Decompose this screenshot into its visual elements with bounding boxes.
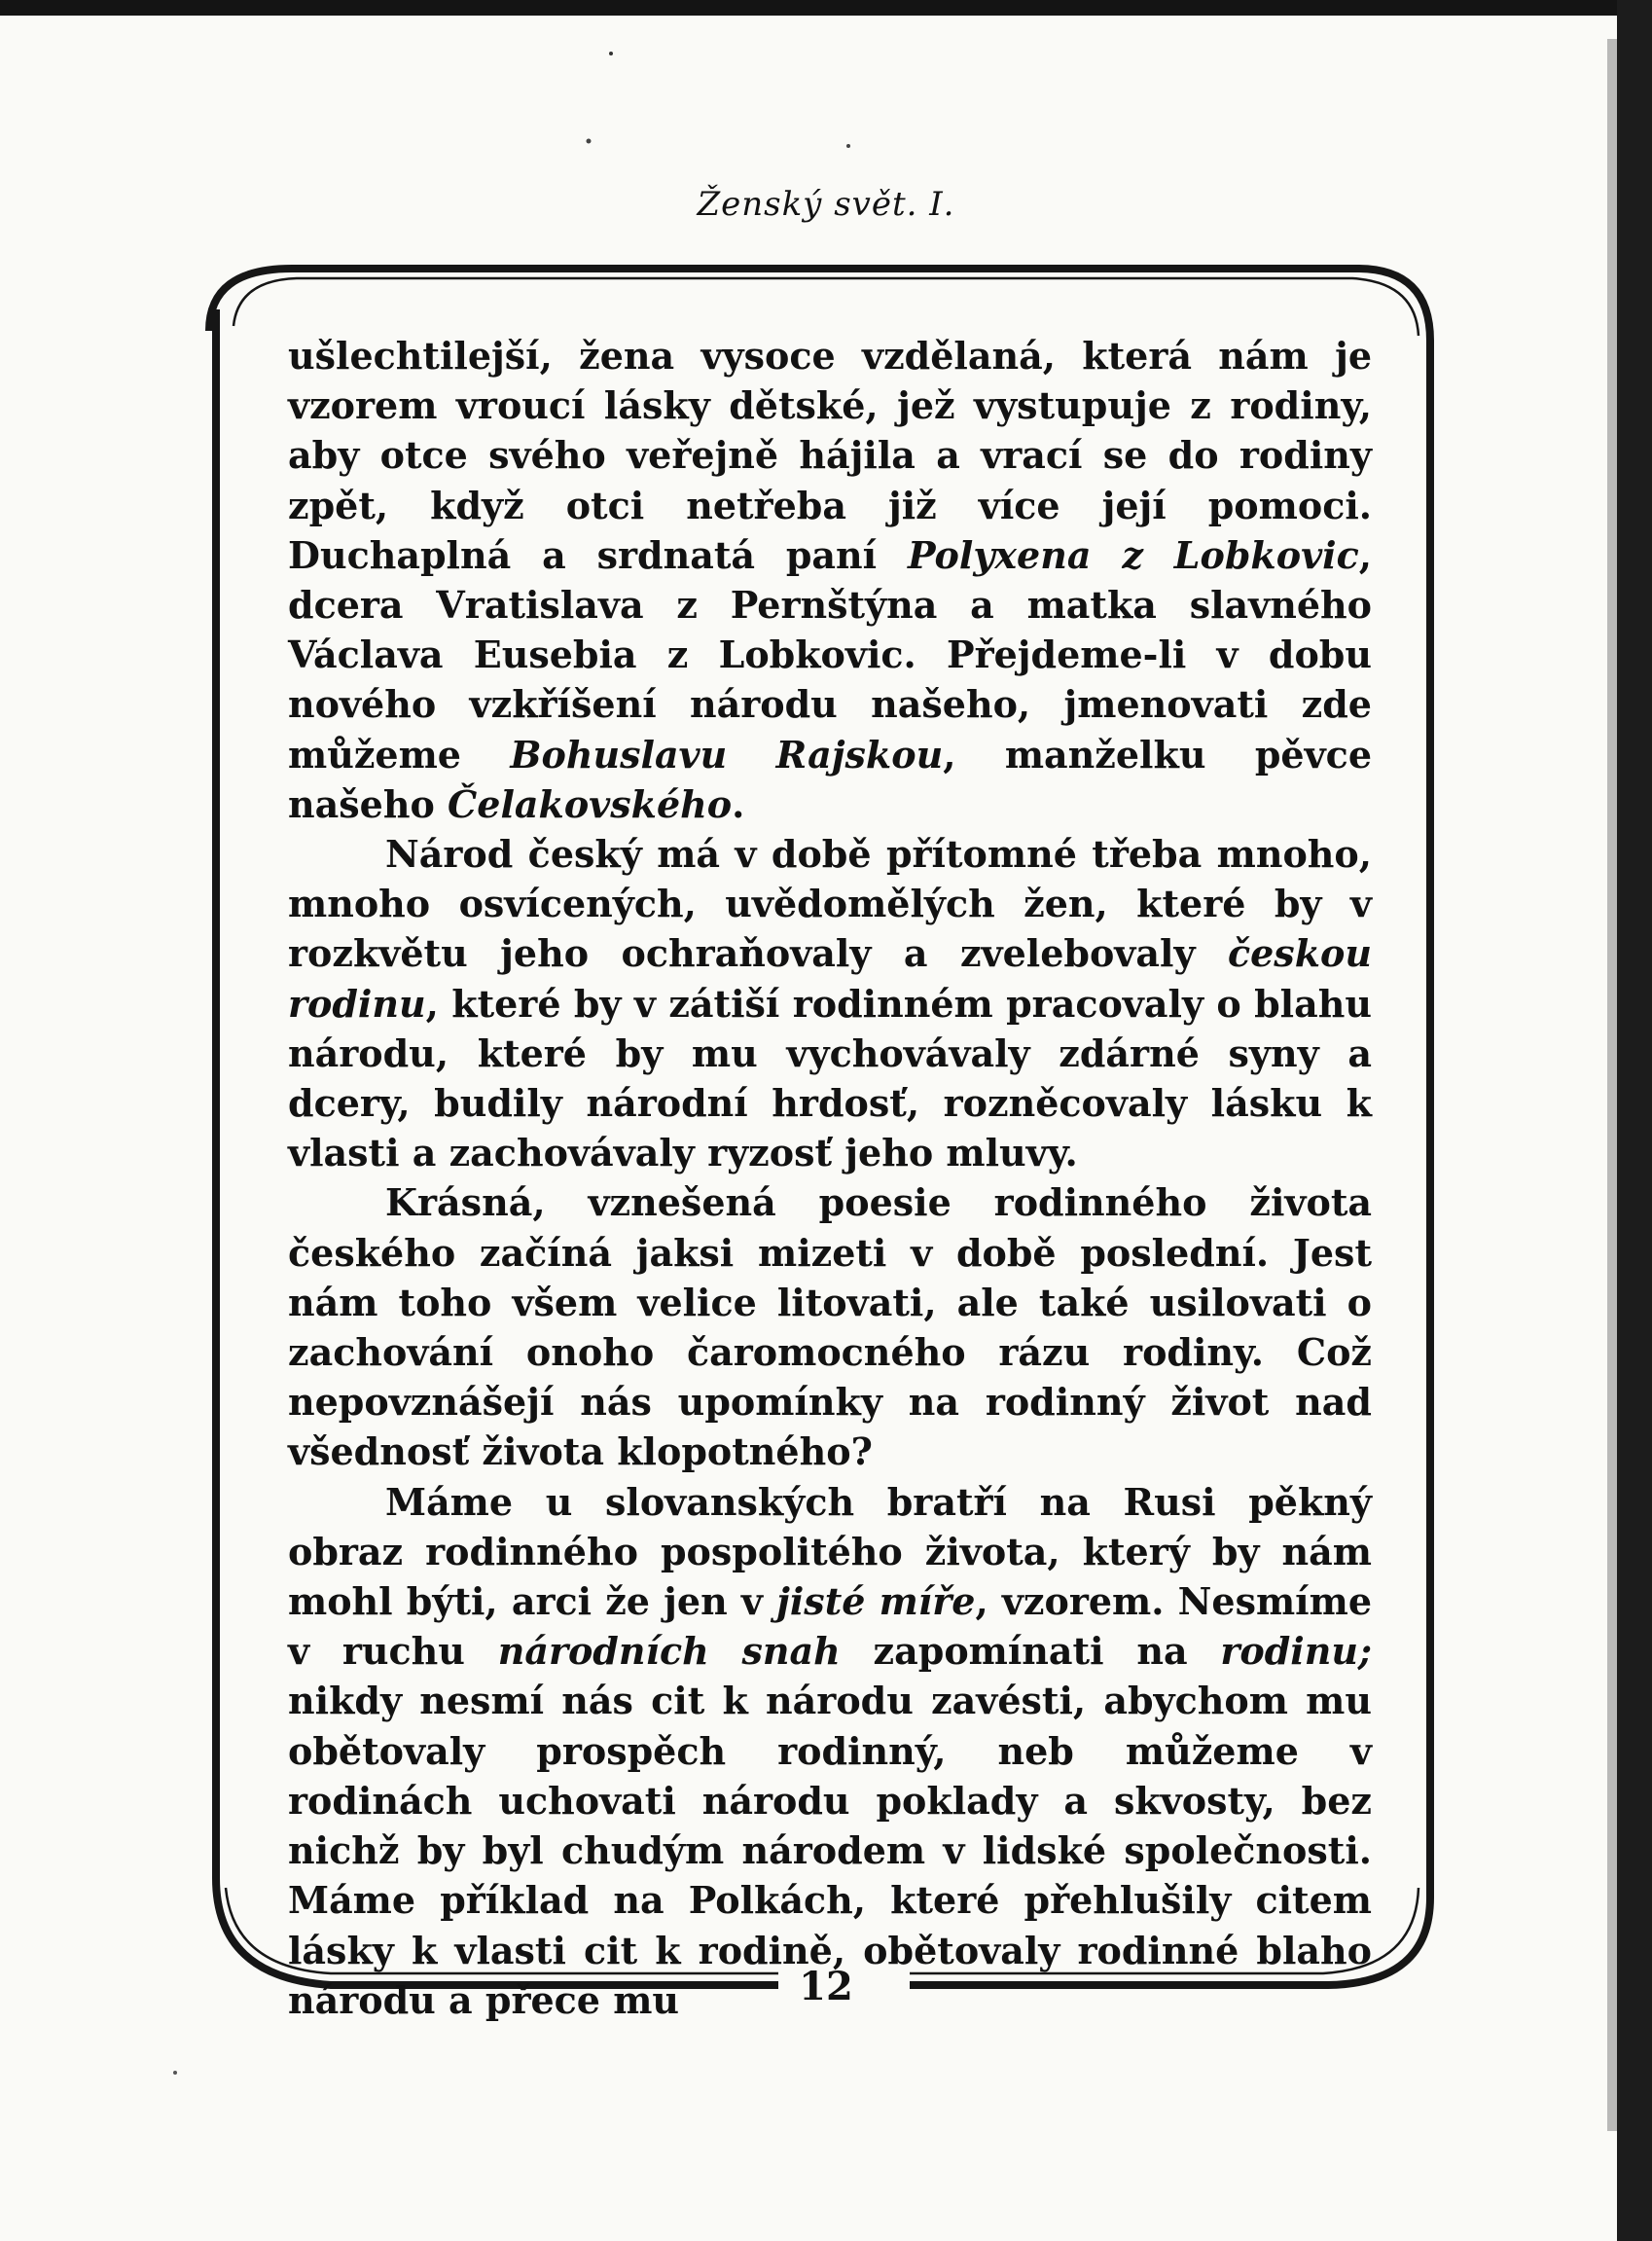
right-scan-shadow bbox=[1607, 39, 1617, 2131]
paragraph-1: ušlechtilejší, žena vysoce vzdělaná, která nám je vzorem vroucí lásky dětské, jež vystupuje z rodiny, aby otce svého veřejně hájila a vrací se do rodiny zpět, když otci netřeba již více její pomoci. Duchaplná a srdnatá paní Polyxena z Lobkovic, dcera Vratislava z Pernštýna a matka slavného Václava Eusebia z Lobkovic. Přejdeme-li v dobu nového vzkříšení národu našeho, jmenovati zde můžeme Bohuslavu Rajskou, manželku pěvce našeho Čelakovského. bbox=[288, 334, 1372, 826]
scan-speck bbox=[846, 144, 850, 148]
page-number: 12 bbox=[799, 1964, 853, 2009]
scan-speck bbox=[587, 139, 592, 144]
scan-speck bbox=[173, 2071, 177, 2075]
body-text bbox=[288, 331, 1372, 2025]
scan-speck bbox=[609, 52, 613, 55]
border-inner-top bbox=[233, 278, 1419, 336]
top-scan-edge bbox=[0, 0, 1652, 16]
right-scan-edge bbox=[1617, 0, 1652, 2241]
paragraph-2: Národ český má v době přítomné třeba mnoho, mnoho osvícených, uvědomělých žen, které by v rozkvětu jeho ochraňovaly a zvelebovaly českou rodinu, které by v zátiší rodinném pracovaly o blahu národu, které by mu vychovávaly zdárné syny a dcery, budily národní hrdosť, rozněcovaly lásku k vlasti a zachovávaly ryzosť jeho mluvy. bbox=[288, 832, 1372, 1175]
running-header: Ženský svět. I. bbox=[697, 185, 955, 224]
paragraph-4: Máme u slovanských bratří na Rusi pěkný obraz rodinného pospolitého života, který by nám mohl býti, arci že jen v jisté míře, vzorem. Nesmíme v ruchu národních snah zapomínati na rodinu; nikdy nesmí nás cit k národu zavésti, abychom mu obětovaly prospěch rodinný, neb můžeme v rodinách uchovati národu poklady a skvosty, bez nichž by byl chudým národem v lidské společnosti. Máme příklad na Polkách, které přehlušily citem lásky k vlasti cit k rodině, obětovaly rodinné blaho národu a přece mu bbox=[288, 1479, 1372, 2022]
paragraph-3: Krásná, vznešená poesie rodinného života českého začíná jaksi mizeti v době poslední. Jest nám toho všem velice litovati, ale také usilovati o zachování onoho čaromocného rázu rodiny. Což nepovznášejí nás upomínky na rodinný život nad všednosť života klopotného? bbox=[288, 1180, 1372, 1474]
